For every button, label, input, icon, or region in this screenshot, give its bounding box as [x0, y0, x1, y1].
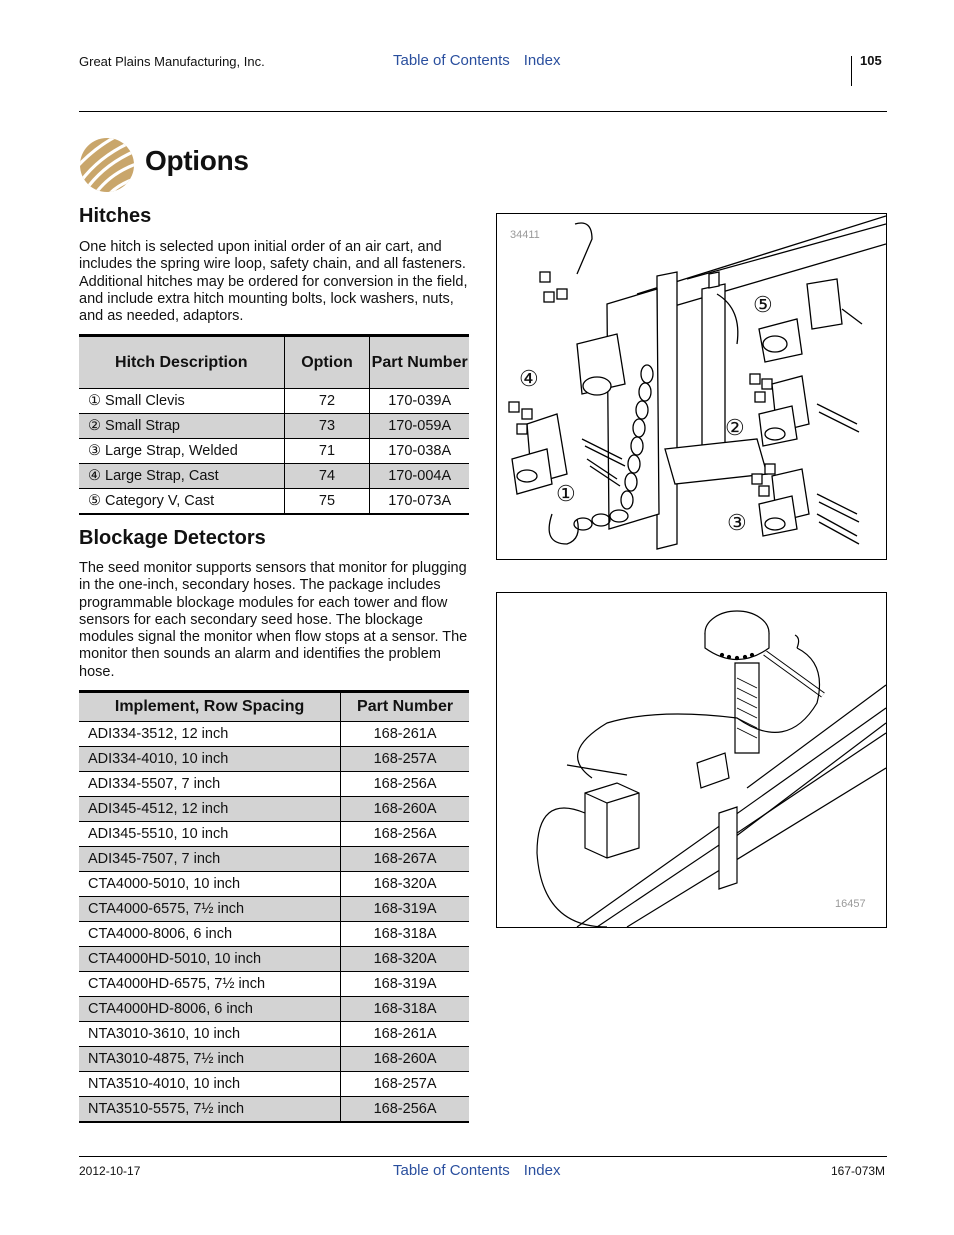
- table-cell: CTA4000HD-5010, 10 inch: [79, 947, 341, 972]
- table-row: [79, 389, 469, 414]
- table-cell: NTA3510-5575, 7½ inch: [79, 1097, 341, 1123]
- table-cell: 168-256A: [341, 772, 469, 797]
- page-number-divider: [851, 56, 852, 86]
- table-cell: ⑤ Category V, Cast: [79, 489, 284, 515]
- table-cell: NTA3010-3610, 10 inch: [79, 1022, 341, 1047]
- table-cell: 168-318A: [341, 997, 469, 1022]
- section-title: Options: [145, 145, 249, 176]
- table-header: Option: [284, 336, 370, 389]
- table-cell: 168-260A: [341, 797, 469, 822]
- table-cell: 168-261A: [341, 722, 469, 747]
- table-row: [79, 439, 469, 464]
- table-row: [79, 922, 469, 947]
- table-cell: CTA4000HD-8006, 6 inch: [79, 997, 341, 1022]
- table-cell: ① Small Clevis: [79, 389, 284, 414]
- blockage-heading: Blockage Detectors: [79, 527, 266, 549]
- table-row: [79, 464, 469, 489]
- table-cell: 168-320A: [341, 872, 469, 897]
- table-cell: 168-319A: [341, 972, 469, 997]
- table-row: [79, 872, 469, 897]
- header-rule: [79, 111, 887, 112]
- table-cell: 170-004A: [370, 464, 469, 489]
- table-cell: CTA4000HD-6575, 7½ inch: [79, 972, 341, 997]
- hitch-options-figure: [496, 213, 887, 560]
- table-cell: 168-320A: [341, 947, 469, 972]
- table-cell: ADI334-4010, 10 inch: [79, 747, 341, 772]
- table-row: [79, 1047, 469, 1072]
- hitch-illustration: [497, 214, 886, 559]
- table-cell: 170-038A: [370, 439, 469, 464]
- table-cell: 168-319A: [341, 897, 469, 922]
- table-cell: ADI345-4512, 12 inch: [79, 797, 341, 822]
- table-header: Part Number: [370, 336, 469, 389]
- table-cell: NTA3510-4010, 10 inch: [79, 1072, 341, 1097]
- table-row: [79, 847, 469, 872]
- table-cell: 170-039A: [370, 389, 469, 414]
- callout-4: ④: [519, 366, 539, 391]
- table-header: Implement, Row Spacing: [79, 692, 341, 722]
- table-row: [79, 822, 469, 847]
- figure-number: 16457: [835, 898, 866, 910]
- table-cell: 170-073A: [370, 489, 469, 515]
- callout-2: ②: [725, 415, 745, 440]
- table-row: [79, 947, 469, 972]
- table-row: [79, 1022, 469, 1047]
- table-cell: CTA4000-6575, 7½ inch: [79, 897, 341, 922]
- table-cell: 168-318A: [341, 922, 469, 947]
- table-cell: 168-256A: [341, 1097, 469, 1123]
- blockage-table: [79, 690, 469, 1123]
- table-header: Hitch Description: [79, 336, 284, 389]
- blockage-monitor-figure: [496, 592, 887, 928]
- table-row: [79, 797, 469, 822]
- callout-5: ⑤: [753, 292, 773, 317]
- table-cell: NTA3010-4875, 7½ inch: [79, 1047, 341, 1072]
- blockage-paragraph: The seed monitor supports sensors that monitor for plugging in the one-inch, secondary hoses. The package includes programmable blockage modules for each tower and flow sensors for each secondary seed hose. The blockage modules signal the monitor when flow stops at a sensor. The monitor then sounds an alarm and identifies the problem hose.: [79, 560, 468, 680]
- table-cell: ADI345-7507, 7 inch: [79, 847, 341, 872]
- table-cell: 72: [284, 389, 370, 414]
- table-cell: ADI345-5510, 10 inch: [79, 822, 341, 847]
- table-cell: CTA4000-8006, 6 inch: [79, 922, 341, 947]
- table-cell: 168-257A: [341, 1072, 469, 1097]
- footer-nav: [393, 1162, 574, 1179]
- hitch-table: [79, 334, 469, 515]
- table-row: [79, 747, 469, 772]
- table-cell: 75: [284, 489, 370, 515]
- toc-link[interactable]: Table of Contents: [393, 52, 510, 69]
- table-row: [79, 897, 469, 922]
- footer-doc-number: 167-073M: [831, 1164, 886, 1178]
- index-link[interactable]: Index: [523, 52, 561, 69]
- table-cell: ADI334-3512, 12 inch: [79, 722, 341, 747]
- callout-1: ①: [556, 481, 576, 506]
- table-row: [79, 997, 469, 1022]
- toc-link[interactable]: Table of Contents: [393, 1162, 510, 1179]
- table-cell: 73: [284, 414, 370, 439]
- table-row: [79, 414, 469, 439]
- table-row: [79, 972, 469, 997]
- table-row: [79, 1072, 469, 1097]
- table-row: [79, 772, 469, 797]
- company-name: Great Plains Manufacturing, Inc.: [79, 54, 265, 69]
- table-cell: ② Small Strap: [79, 414, 284, 439]
- table-cell: ④ Large Strap, Cast: [79, 464, 284, 489]
- table-row: [79, 489, 469, 515]
- table-cell: 71: [284, 439, 370, 464]
- table-cell: 168-261A: [341, 1022, 469, 1047]
- footer-date: 2012-10-17: [79, 1164, 141, 1178]
- footer-rule: [79, 1156, 887, 1157]
- great-plains-logo-icon: [79, 137, 135, 193]
- table-row: [79, 1097, 469, 1123]
- table-cell: 170-059A: [370, 414, 469, 439]
- blockage-illustration: [497, 593, 886, 927]
- index-link[interactable]: Index: [523, 1162, 561, 1179]
- hitches-paragraph: One hitch is selected upon initial order of an air cart, and includes the spring wire loop, safety chain, and all fasteners. Additional hitches may be ordered for conversion in the field, and include extra hitch mounting bolts, lock washers, nuts, and as needed, adaptors.: [79, 239, 468, 325]
- table-row: [79, 722, 469, 747]
- header-nav: [393, 52, 574, 69]
- table-cell: 74: [284, 464, 370, 489]
- table-cell: ADI334-5507, 7 inch: [79, 772, 341, 797]
- table-header: Part Number: [341, 692, 469, 722]
- table-cell: 168-260A: [341, 1047, 469, 1072]
- callout-3: ③: [727, 510, 747, 535]
- table-cell: CTA4000-5010, 10 inch: [79, 872, 341, 897]
- table-cell: ③ Large Strap, Welded: [79, 439, 284, 464]
- page-number: 105: [860, 53, 882, 68]
- table-cell: 168-256A: [341, 822, 469, 847]
- table-cell: 168-267A: [341, 847, 469, 872]
- hitches-heading: Hitches: [79, 205, 152, 227]
- table-cell: 168-257A: [341, 747, 469, 772]
- figure-number: 34411: [510, 229, 540, 241]
